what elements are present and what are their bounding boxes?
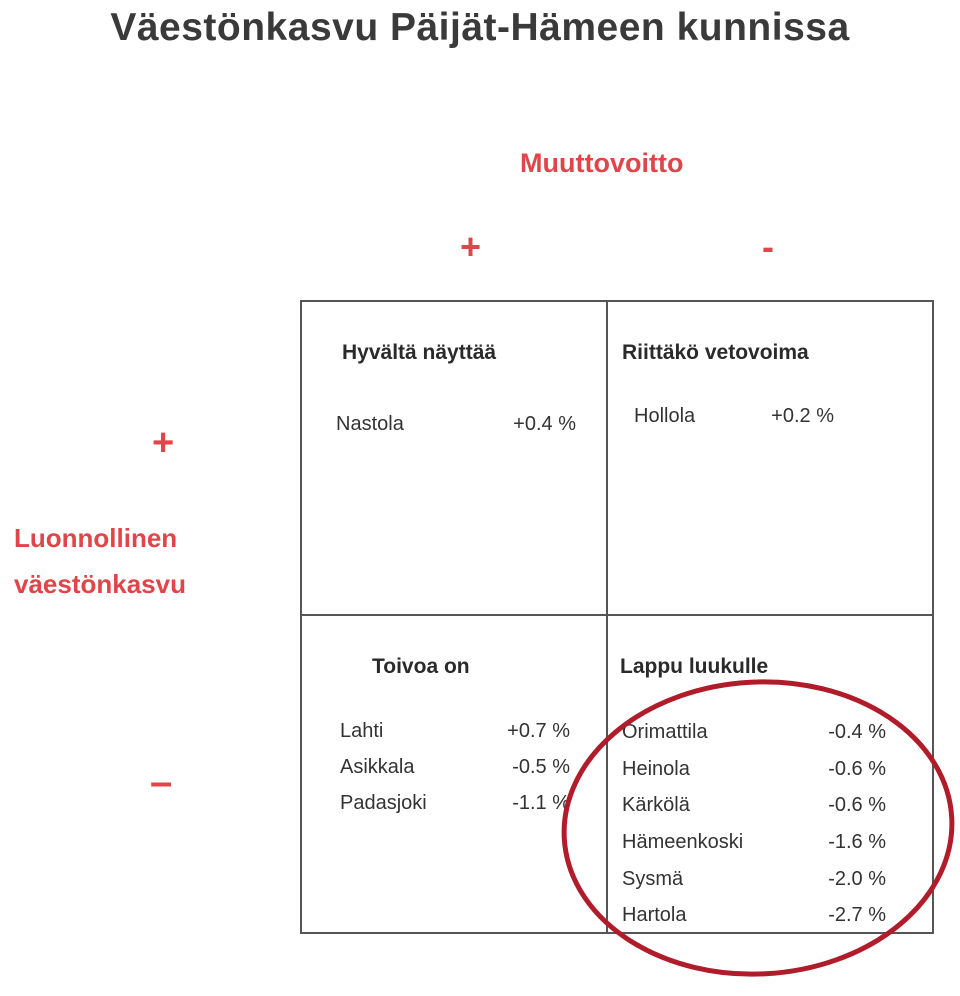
growth-value: -0.6 % [828,794,886,816]
left-axis-minus: – [150,760,173,804]
municipality-name: Padasjoki [340,792,427,814]
left-axis-label-line1: Luonnollinen [14,523,178,553]
growth-value: -1.1 % [512,792,570,814]
municipality-name: Hollola [634,405,696,427]
growth-value: -2.7 % [828,904,886,926]
quadrant-bottom-right-heading: Lappu luukulle [620,655,769,678]
municipality-name: Hartola [622,904,687,926]
left-axis-label-line2: väestönkasvu [14,569,186,599]
growth-value: -2.0 % [828,868,886,890]
municipality-name: Sysmä [622,868,684,890]
highlight-ellipse [557,672,960,984]
municipality-name: Nastola [336,413,404,435]
quadrant-top-right-heading: Riittäkö vetovoima [622,341,809,364]
quadrant-bottom-left-heading: Toivoa on [372,655,470,678]
growth-value: +0.4 % [513,413,576,435]
municipality-name: Lahti [340,720,384,742]
quadrant-top-left-heading: Hyvältä näyttää [342,341,497,364]
growth-value: -0.4 % [828,721,886,743]
growth-value: +0.7 % [507,720,570,742]
growth-value: -0.5 % [512,756,570,778]
top-axis-label: Muuttovoitto [520,148,684,178]
top-axis-plus: + [460,226,482,267]
page-title: Väestönkasvu Päijät-Hämeen kunnissa [110,6,850,49]
municipality-name: Heinola [622,758,690,780]
left-axis-plus: + [152,422,175,464]
municipality-name: Asikkala [340,756,415,778]
growth-value: -1.6 % [828,831,886,853]
municipality-name: Hämeenkoski [622,831,744,853]
top-axis-minus: - [762,226,774,267]
municipality-name: Orimattila [622,721,708,743]
growth-value: +0.2 % [771,405,834,427]
municipality-name: Kärkölä [622,794,690,816]
growth-value: -0.6 % [828,758,886,780]
